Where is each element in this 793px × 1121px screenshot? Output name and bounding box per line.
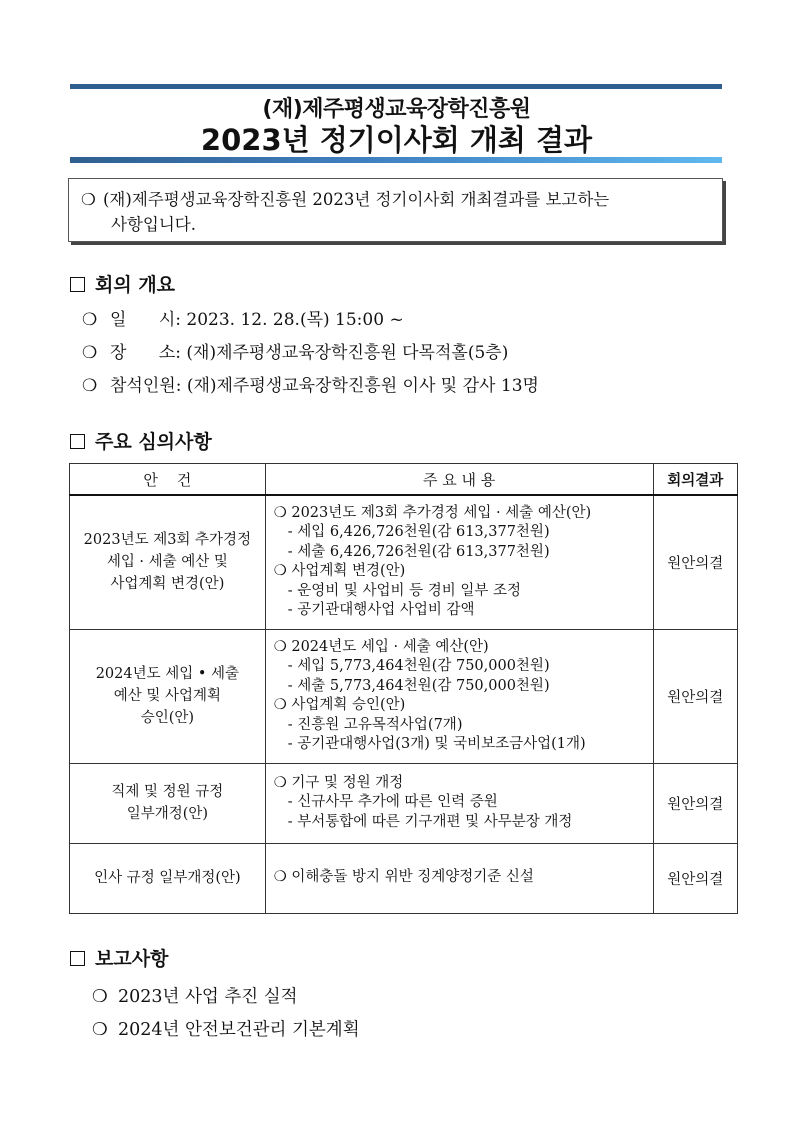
square-checkbox-icon [70, 434, 85, 449]
content-item: ❍ 2024년도 세입 · 세출 예산(안) [273, 638, 489, 655]
content-item: ❍ 2023년도 제3회 추가경정 세입 · 세출 예산(안) [273, 504, 592, 521]
column-header-content: 주 요 내 용 [265, 464, 653, 496]
content-subitem: - 공기관대행사업 사업비 감액 [287, 602, 475, 619]
overview-value-attendees: (재)제주평생교육장학진흥원 이사 및 감사 13명 [186, 376, 539, 396]
overview-item-place [82, 338, 508, 363]
deliberation-heading-text: 주요 심의사항 [95, 431, 212, 453]
agenda-line: 직제 및 정원 규정 [111, 784, 224, 800]
section-heading-deliberation [70, 427, 212, 454]
content-item: ❍ 기구 및 정원 개정 [273, 774, 404, 791]
result-cell: 원안의결 [653, 843, 738, 913]
content-item: ❍ 사업계획 변경(안) [273, 563, 406, 580]
page-title: 2023년 정기이사회 개최 결과 [200, 123, 593, 157]
square-checkbox-icon [70, 277, 85, 292]
table-row [70, 763, 738, 843]
table-row [70, 843, 738, 913]
agenda-line: 승인(안) [140, 710, 195, 726]
agenda-line: 일부개정(안) [126, 806, 209, 822]
report-item [92, 1016, 360, 1041]
agenda-line: 2024년도 세입 • 세출 [95, 666, 240, 682]
square-checkbox-icon [70, 951, 85, 966]
agenda-line: 인사 규정 일부개정(안) [94, 870, 241, 886]
result-cell: 원안의결 [653, 495, 738, 629]
content-cell [265, 843, 653, 913]
agenda-cell [70, 763, 266, 843]
circle-bullet-icon: ❍ [82, 343, 98, 363]
overview-item-attendees [82, 371, 539, 396]
circle-bullet-icon: ❍ [92, 1020, 108, 1040]
agenda-line: 2023년도 제3회 추가경정 [83, 532, 252, 549]
table-header-row [70, 464, 738, 496]
overview-heading-text: 회의 개요 [95, 274, 176, 296]
content-subitem: - 세입 5,773,464천원(감 750,000천원) [287, 658, 550, 674]
overview-label-attendees: 참석인원: [110, 376, 182, 396]
agenda-cell [70, 629, 266, 763]
report-heading-text: 보고사항 [95, 948, 169, 970]
content-subitem: - 운영비 및 사업비 등 경비 일부 조정 [287, 582, 522, 599]
content-item: ❍ 이해충돌 방지 위반 징계양정기준 신설 [273, 869, 534, 886]
overview-item-date [82, 305, 404, 330]
title-top-rule [70, 84, 722, 89]
content-subitem: - 공기관대행사업(3개) 및 국비보조금사업(1개) [287, 736, 586, 752]
summary-line-1 [81, 187, 712, 212]
agenda-cell [70, 495, 266, 629]
agenda-line: 사업계획 변경(안) [110, 576, 225, 593]
report-item-text: 2024년 안전보건관리 기본계획 [118, 1020, 360, 1040]
column-header-agenda: 안 건 [70, 464, 266, 496]
overview-value-place: (재)제주평생교육장학진흥원 다목적홀(5층) [186, 343, 509, 363]
section-heading-report [70, 944, 168, 971]
circle-bullet-icon: ❍ [92, 987, 108, 1007]
column-header-result: 회의결과 [653, 464, 738, 496]
circle-bullet-icon: ❍ [81, 190, 96, 209]
overview-label-date: 일 시: [110, 310, 181, 330]
table-row [70, 495, 738, 629]
content-cell [265, 495, 653, 629]
content-cell [265, 763, 653, 843]
result-cell: 원안의결 [653, 629, 738, 763]
report-item-text: 2023년 사업 추진 실적 [118, 987, 298, 1007]
content-subitem: - 부서통합에 따른 기구개편 및 사무분장 개정 [287, 813, 573, 830]
agenda-cell [70, 843, 266, 913]
content-item: ❍ 사업계획 승인(안) [273, 697, 406, 713]
content-subitem: - 세출 6,426,726천원(감 613,377천원) [287, 543, 550, 560]
content-subitem: - 진흥원 고유목적사업(7개) [287, 716, 463, 733]
agenda-line: 세입 · 세출 예산 및 [106, 554, 228, 571]
overview-label-place: 장 소: [110, 343, 181, 363]
overview-value-date: 2023. 12. 28.(목) 15:00 ~ [186, 310, 404, 330]
content-subitem: - 세입 6,426,726천원(감 613,377천원) [287, 524, 550, 541]
agenda-line: 예산 및 사업계획 [113, 688, 222, 704]
summary-text-1: (재)제주평생교육장학진흥원 2023년 정기이사회 개최결과를 보고하는 [103, 190, 610, 209]
organization-title: (재)제주평생교육장학진흥원 [262, 97, 531, 122]
summary-box [68, 178, 723, 242]
content-cell [265, 629, 653, 763]
summary-text-2: 사항입니다. [111, 215, 196, 234]
section-heading-overview [70, 270, 175, 297]
content-subitem: - 세출 5,773,464천원(감 750,000천원) [287, 677, 550, 694]
title-bottom-rule [70, 157, 722, 163]
content-subitem: - 신규사무 추가에 따른 인력 증원 [287, 794, 498, 811]
circle-bullet-icon: ❍ [82, 376, 98, 396]
table-row [70, 629, 738, 763]
result-cell: 원안의결 [653, 763, 738, 843]
circle-bullet-icon: ❍ [82, 310, 98, 330]
report-item [92, 983, 298, 1008]
deliberation-table [69, 463, 738, 914]
